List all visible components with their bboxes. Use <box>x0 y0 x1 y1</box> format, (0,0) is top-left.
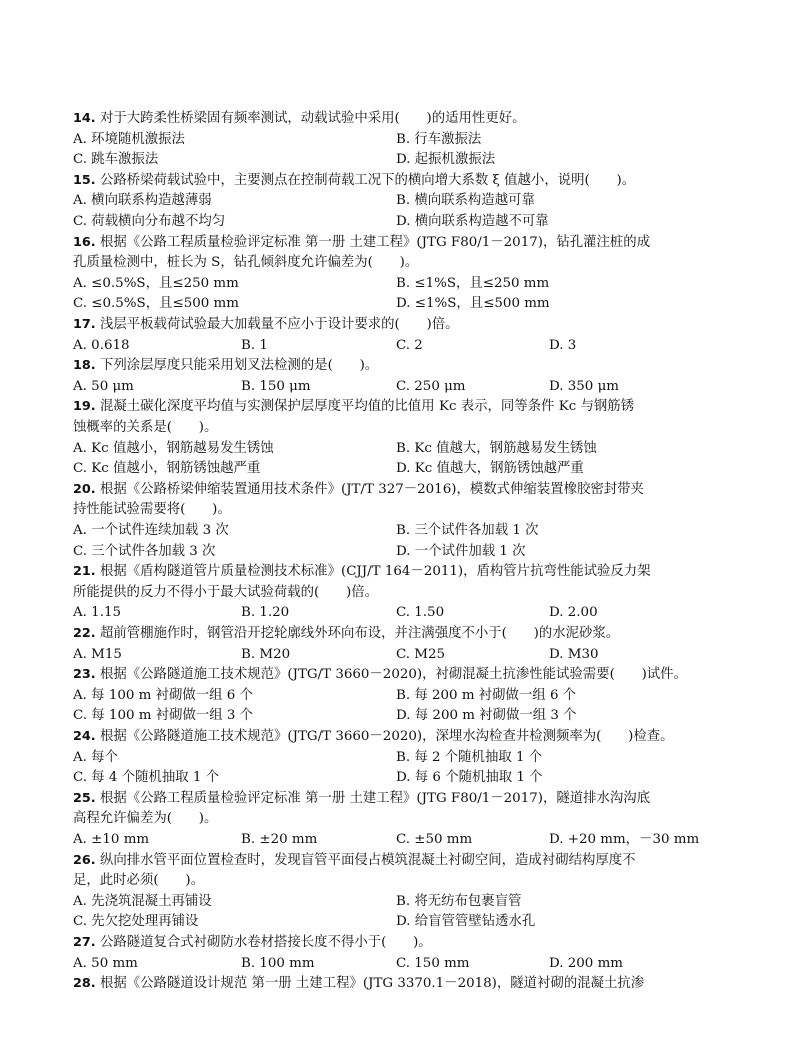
option-d: D. 350 μm <box>549 378 619 394</box>
option-d: D. 2.00 <box>549 605 598 621</box>
option-d: D. 3 <box>549 337 577 353</box>
option-c: C. 250 μm <box>396 378 466 394</box>
question-stem-text: 混凝土碳化深度平均值与实测保护层厚度平均值的比值用 Kc 表示，同等条件 Kc 与钢筋锈 <box>99 399 635 415</box>
question-number: 16. <box>73 234 96 250</box>
option-b: B. 将无纺布包裹盲管 <box>396 893 522 909</box>
question-stem-line <box>73 356 733 377</box>
question-number: 21. <box>73 564 96 580</box>
question-stem-line <box>73 418 733 439</box>
option-a: A. 50 μm <box>73 378 134 394</box>
question-stem-text: 足，此时必须( )。 <box>73 873 204 889</box>
question-stem-text: 下列涂层厚度只能采用划叉法检测的是( )。 <box>99 358 379 374</box>
option-a: A. ≤0.5%S，且≤250 mm <box>73 275 239 291</box>
question-number: 23. <box>73 667 96 683</box>
question-number: 19. <box>73 399 96 415</box>
option-d: D. +20 mm，－30 mm <box>549 831 700 847</box>
question-number: 15. <box>73 172 96 188</box>
option-c: C. 跳车激振法 <box>73 152 159 168</box>
option-d: D. 200 mm <box>549 955 623 971</box>
option-d: D. 起振机激振法 <box>396 152 496 168</box>
option-b: B. M20 <box>241 646 291 662</box>
question-number: 14. <box>73 111 96 126</box>
option-row <box>73 542 733 563</box>
question-stem-text: 高程允许偏差为( )。 <box>73 811 218 827</box>
question-stem-line <box>73 500 733 521</box>
question-stem-text: 超前管棚施作时，钢管沿开挖轮廓线外环向布设，并注满强度不小于( )的水泥砂浆。 <box>99 626 620 641</box>
question-16 <box>73 233 733 315</box>
question-number: 25. <box>73 790 96 806</box>
question-stem-line <box>73 562 733 583</box>
question-28 <box>73 974 733 995</box>
question-number: 20. <box>73 481 96 497</box>
question-stem-line <box>73 315 733 336</box>
question-stem-line <box>73 624 733 645</box>
option-row <box>73 130 733 151</box>
question-stem-text: 根据《公路隧道施工技术规范》(JTG/T 3660－2020)，深埋水沟检查井检测频率为( )检查。 <box>99 729 674 744</box>
question-stem-text: 持性能试验需要将( )。 <box>73 502 231 518</box>
option-b: B. Kc 值越大，钢筋越易发生锈蚀 <box>396 440 597 456</box>
question-number: 22. <box>73 626 96 641</box>
option-a: A. 横向联系构造越薄弱 <box>73 193 212 209</box>
option-row <box>73 459 733 480</box>
question-stem-line <box>73 809 733 830</box>
question-number: 26. <box>73 852 96 868</box>
option-c: C. ≤0.5%S，且≤500 mm <box>73 296 239 312</box>
question-19 <box>73 397 733 479</box>
option-row <box>73 294 733 315</box>
option-c: C. ±50 mm <box>396 831 473 847</box>
option-c: C. 每 4 个随机抽取 1 个 <box>73 770 220 786</box>
option-b: B. 每 200 m 衬砌做一组 6 个 <box>396 687 577 703</box>
question-22 <box>73 624 733 665</box>
question-stem-text: 浅层平板载荷试验最大加载量不应小于设计要求的( )倍。 <box>99 317 459 332</box>
option-b: B. 行车激振法 <box>396 131 482 147</box>
option-d: D. 给盲管管壁钻透水孔 <box>396 914 536 930</box>
option-b: B. 100 mm <box>241 955 315 971</box>
option-a: A. 一个试件连续加载 3 次 <box>73 522 229 538</box>
option-row <box>73 336 733 357</box>
option-row <box>73 706 733 727</box>
option-a: A. M15 <box>73 646 122 662</box>
option-d: D. 横向联系构造越不可靠 <box>396 213 549 229</box>
question-stem-line <box>73 397 733 418</box>
option-d: D. ≤1%S，且≤500 mm <box>396 296 550 312</box>
option-row <box>73 191 733 212</box>
option-c: C. Kc 值越小，钢筋锈蚀越严重 <box>73 461 261 477</box>
option-row <box>73 439 733 460</box>
question-17 <box>73 315 733 356</box>
question-stem-text: 根据《公路工程质量检验评定标准 第一册 土建工程》(JTG F80/1－2017)，隧道排水沟沟底 <box>99 790 651 806</box>
question-stem-text: 公路桥梁荷载试验中，主要测点在控制荷载工况下的横向增大系数 ξ 值越小，说明( )。 <box>99 172 636 188</box>
option-a: A. ±10 mm <box>73 831 150 847</box>
option-a: A. 每个 <box>73 749 118 765</box>
question-27 <box>73 933 733 974</box>
option-a: A. Kc 值越小，钢筋越易发生锈蚀 <box>73 440 274 456</box>
question-stem-line <box>73 727 733 748</box>
option-b: B. 1.20 <box>241 605 290 621</box>
question-number: 18. <box>73 358 96 374</box>
question-stem-line <box>73 480 733 501</box>
question-stem-text: 根据《公路桥梁伸缩装置通用技术条件》(JT/T 327－2016)，模数式伸缩装置橡胶密封带夹 <box>99 481 644 497</box>
question-stem-line <box>73 851 733 872</box>
option-c: C. 三个试件各加载 3 次 <box>73 543 216 559</box>
question-number: 24. <box>73 729 96 744</box>
option-row <box>73 892 733 913</box>
option-row <box>73 521 733 542</box>
question-stem-line <box>73 253 733 274</box>
question-25 <box>73 789 733 851</box>
option-c: C. 先欠挖处理再铺设 <box>73 914 199 930</box>
question-21 <box>73 562 733 624</box>
option-b: B. ≤1%S，且≤250 mm <box>396 275 550 291</box>
option-b: B. 三个试件各加载 1 次 <box>396 522 539 538</box>
question-24 <box>73 727 733 789</box>
question-stem-text: 孔质量检测中，桩长为 S，钻孔倾斜度允许偏差为( )。 <box>73 255 419 271</box>
option-d: D. 每 200 m 衬砌做一组 3 个 <box>396 708 577 724</box>
option-row <box>73 603 733 624</box>
question-stem-text: 蚀概率的关系是( )。 <box>73 419 218 435</box>
question-stem-line <box>73 789 733 810</box>
option-b: B. 每 2 个随机抽取 1 个 <box>396 749 543 765</box>
question-number: 27. <box>73 935 96 950</box>
option-a: A. 环境随机激振法 <box>73 131 185 147</box>
option-row <box>73 748 733 769</box>
option-row <box>73 212 733 233</box>
option-b: B. 横向联系构造越可靠 <box>396 193 535 209</box>
option-a: A. 0.618 <box>73 337 130 353</box>
option-a: A. 50 mm <box>73 955 138 971</box>
question-number: 17. <box>73 317 96 332</box>
option-d: D. 每 6 个随机抽取 1 个 <box>396 770 543 786</box>
question-stem-line <box>73 974 733 995</box>
option-b: B. 150 μm <box>241 378 311 394</box>
question-stem-line <box>73 665 733 686</box>
option-row <box>73 954 733 975</box>
question-stem-text: 对于大跨柔性桥梁固有频率测试，动载试验中采用( )的适用性更好。 <box>99 111 526 126</box>
question-stem-text: 根据《公路隧道设计规范 第一册 土建工程》(JTG 3370.1－2018)，隧道衬砌的混凝土抗渗 <box>99 976 645 992</box>
question-stem-text: 根据《公路隧道施工技术规范》(JTG/T 3660－2020)，衬砌混凝土抗渗性能试验需要( )试件。 <box>99 667 687 683</box>
option-row <box>73 274 733 295</box>
option-c: C. 荷载横向分布越不均匀 <box>73 213 226 229</box>
option-c: C. 150 mm <box>396 955 470 971</box>
option-d: D. Kc 值越大，钢筋锈蚀越严重 <box>396 461 584 477</box>
question-stem-text: 根据《盾构隧道管片质量检测技术标准》(CJJ/T 164－2011)，盾构管片抗弯性能试验反力架 <box>99 564 651 580</box>
option-row <box>73 830 733 851</box>
question-stem-text: 公路隧道复合式衬砌防水卷材搭接长度不得小于( )。 <box>99 935 432 950</box>
option-c: C. 1.50 <box>396 605 445 621</box>
option-b: B. ±20 mm <box>241 831 318 847</box>
question-14 <box>73 109 733 171</box>
option-row <box>73 686 733 707</box>
option-d: D. M30 <box>549 646 599 662</box>
option-a: A. 1.15 <box>73 605 121 621</box>
option-row <box>73 377 733 398</box>
question-20 <box>73 480 733 562</box>
question-stem-text: 根据《公路工程质量检验评定标准 第一册 土建工程》(JTG F80/1－2017)，钻孔灌注桩的成 <box>99 234 651 250</box>
option-row <box>73 645 733 666</box>
option-d: D. 一个试件加载 1 次 <box>396 543 526 559</box>
option-row <box>73 150 733 171</box>
question-stem-line <box>73 871 733 892</box>
question-stem-line <box>73 583 733 604</box>
option-a: A. 每 100 m 衬砌做一组 6 个 <box>73 687 253 703</box>
option-a: A. 先浇筑混凝土再铺设 <box>73 893 212 909</box>
option-row <box>73 912 733 933</box>
question-stem-line <box>73 171 733 192</box>
option-c: C. 2 <box>396 337 423 353</box>
option-c: C. 每 100 m 衬砌做一组 3 个 <box>73 708 254 724</box>
question-stem-line <box>73 233 733 254</box>
option-row <box>73 768 733 789</box>
question-15 <box>73 171 733 233</box>
question-stem-text: 所能提供的反力不得小于最大试验荷载的( )倍。 <box>73 584 379 600</box>
option-c: C. M25 <box>396 646 446 662</box>
question-stem-text: 纵向排水管平面位置检查时，发现盲管平面侵占模筑混凝土衬砌空间，造成衬砌结构厚度不 <box>99 852 636 868</box>
question-18 <box>73 356 733 397</box>
question-stem-line <box>73 933 733 954</box>
question-23 <box>73 665 733 727</box>
question-number: 28. <box>73 976 96 992</box>
question-stem-line <box>73 109 733 130</box>
option-b: B. 1 <box>241 337 268 353</box>
question-26 <box>73 851 733 933</box>
